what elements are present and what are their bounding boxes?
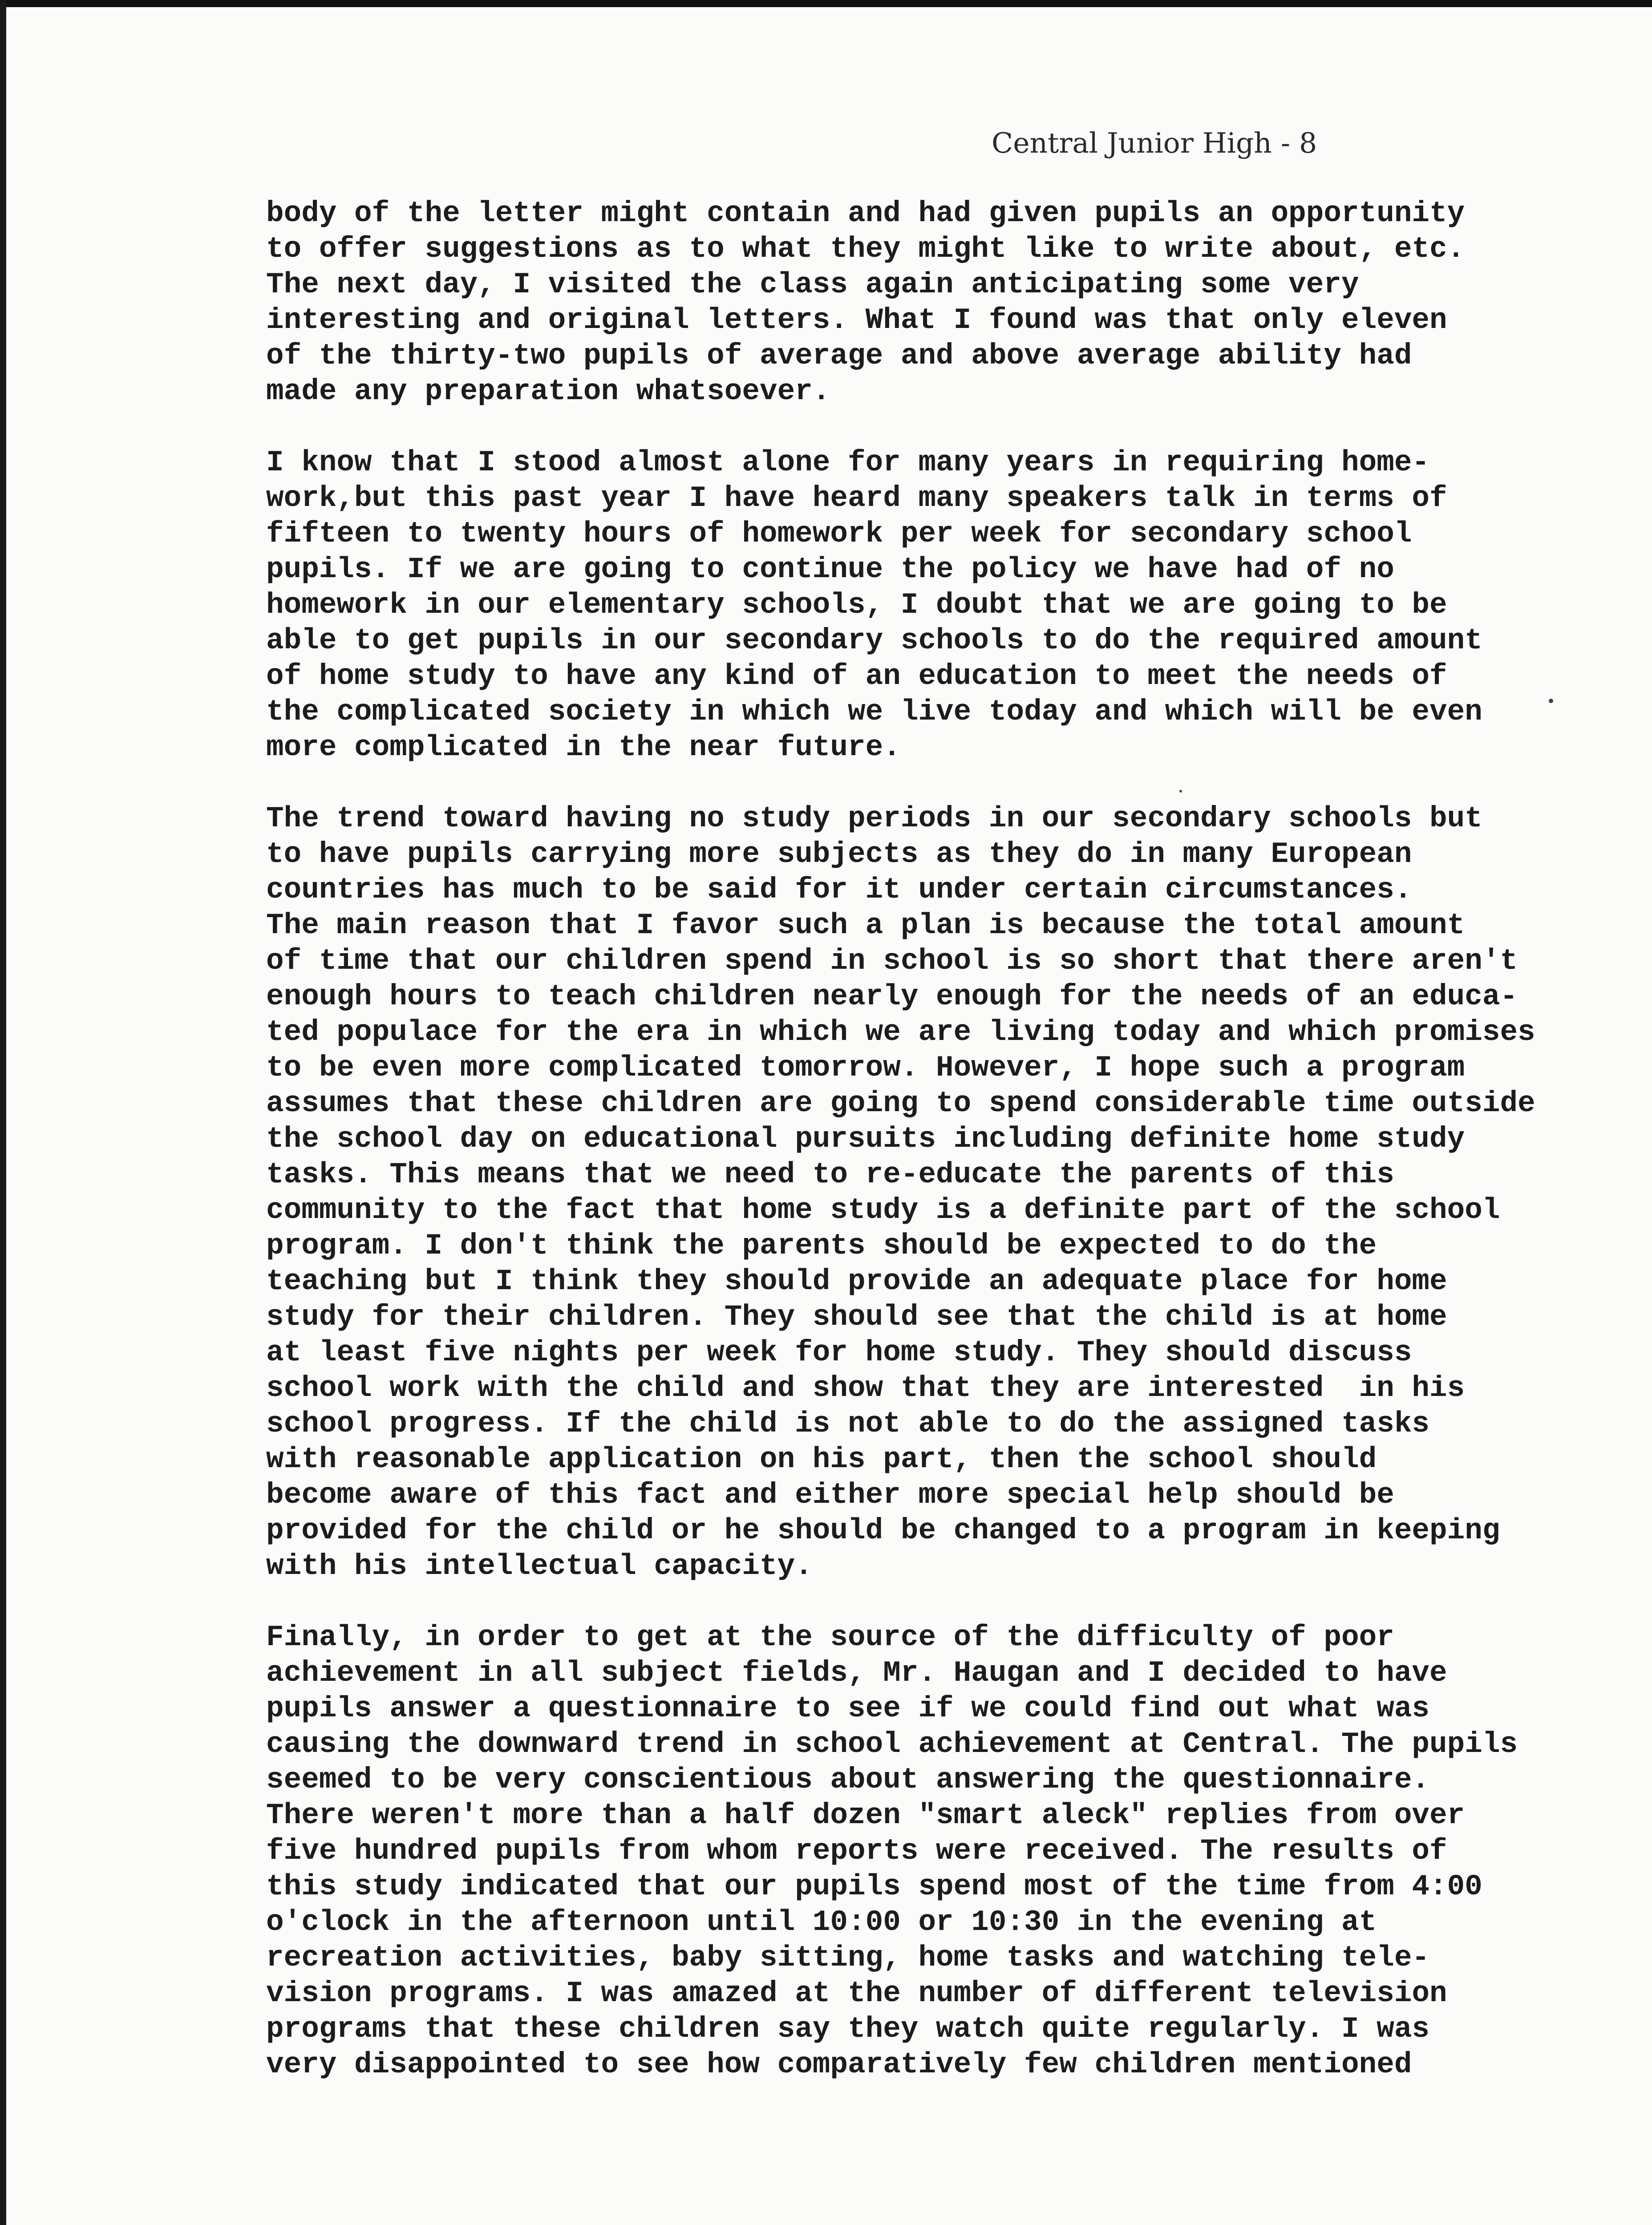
text-line: assumes that these children are going to spend considerable time outside: [266, 1087, 1535, 1120]
text-line: The trend toward having no study periods in our secondary schools but: [266, 802, 1482, 835]
text-line: countries has much to be said for it under certain circumstances.: [266, 873, 1412, 906]
text-line: fifteen to twenty hours of homework per week for secondary school: [266, 517, 1412, 550]
text-line: enough hours to teach children nearly enough for the needs of an educa-: [266, 980, 1518, 1013]
text-line: pupils. If we are going to continue the policy we have had of no: [266, 553, 1394, 586]
text-line: the complicated society in which we live today and which will be even: [266, 695, 1482, 728]
text-line: interesting and original letters. What I found was that only eleven: [266, 303, 1447, 337]
text-line: causing the downward trend in school achievement at Central. The pupils: [266, 1727, 1518, 1761]
text-line: five hundred pupils from whom reports were received. The results of: [266, 1834, 1447, 1868]
page-header: Central Junior High - 8: [992, 127, 1317, 159]
document-body: [266, 196, 1606, 2118]
scan-left-edge: [0, 0, 6, 2225]
text-line: to be even more complicated tomorrow. However, I hope such a program: [266, 1051, 1465, 1084]
text-line: of time that our children spend in school is so short that there aren't: [266, 944, 1518, 978]
text-line: programs that these children say they watch quite regularly. I was: [266, 2012, 1430, 2046]
text-line: of home study to have any kind of an education to meet the needs of: [266, 659, 1447, 693]
text-line: work,but this past year I have heard many speakers talk in terms of: [266, 481, 1447, 515]
paragraph: [266, 445, 1606, 765]
text-line: this study indicated that our pupils spend most of the time from 4:00: [266, 1870, 1482, 1903]
text-line: vision programs. I was amazed at the number of different television: [266, 1977, 1447, 2010]
text-line: There weren't more than a half dozen "smart aleck" replies from over: [266, 1799, 1465, 1832]
text-line: I know that I stood almost alone for many years in requiring home-: [266, 446, 1430, 479]
text-line: achievement in all subject fields, Mr. Haugan and I decided to have: [266, 1656, 1447, 1690]
text-line: body of the letter might contain and had given pupils an opportunity: [266, 197, 1465, 230]
text-line: Finally, in order to get at the source of the difficulty of poor: [266, 1621, 1394, 1654]
paragraph: [266, 1620, 1606, 2083]
text-line: ted populace for the era in which we are living today and which promises: [266, 1015, 1535, 1049]
text-line: pupils answer a questionnaire to see if we could find out what was: [266, 1692, 1430, 1725]
text-line: more complicated in the near future.: [266, 731, 901, 764]
scan-top-edge: [0, 0, 1652, 7]
text-line: with reasonable application on his part, then the school should: [266, 1443, 1377, 1476]
text-line: school work with the child and show that they are interested in his: [266, 1371, 1465, 1405]
text-line: o'clock in the afternoon until 10:00 or 10:30 in the evening at: [266, 1905, 1377, 1939]
text-line: with his intellectual capacity.: [266, 1549, 813, 1583]
text-line: to have pupils carrying more subjects as they do in many European: [266, 837, 1412, 871]
text-line: The next day, I visited the class again anticipating some very: [266, 268, 1359, 301]
text-line: community to the fact that home study is a definite part of the school: [266, 1193, 1500, 1227]
text-line: of the thirty-two pupils of average and above average ability had: [266, 339, 1412, 372]
paragraph: [266, 196, 1606, 409]
scan-speck: [1549, 699, 1553, 703]
text-line: homework in our elementary schools, I doubt that we are going to be: [266, 588, 1447, 622]
text-line: program. I don't think the parents should be expected to do the: [266, 1229, 1377, 1262]
text-line: teaching but I think they should provide an adequate place for home: [266, 1265, 1447, 1298]
text-line: to offer suggestions as to what they might like to write about, etc.: [266, 232, 1465, 266]
text-line: become aware of this fact and either more special help should be: [266, 1478, 1394, 1512]
text-line: study for their children. They should see that the child is at home: [266, 1300, 1447, 1334]
text-line: recreation activities, baby sitting, home tasks and watching tele-: [266, 1941, 1430, 1974]
scan-speck: [1179, 790, 1182, 793]
text-line: at least five nights per week for home study. They should discuss: [266, 1336, 1412, 1369]
text-line: very disappointed to see how comparatively few children mentioned: [266, 2048, 1412, 2081]
paragraph: [266, 801, 1606, 1584]
text-line: the school day on educational pursuits including definite home study: [266, 1122, 1465, 1156]
text-line: tasks. This means that we need to re-educate the parents of this: [266, 1158, 1394, 1191]
text-line: provided for the child or he should be changed to a program in keeping: [266, 1514, 1500, 1547]
text-line: school progress. If the child is not able to do the assigned tasks: [266, 1407, 1430, 1440]
text-line: able to get pupils in our secondary schools to do the required amount: [266, 624, 1482, 657]
text-line: seemed to be very conscientious about answering the questionnaire.: [266, 1763, 1430, 1796]
text-line: The main reason that I favor such a plan is because the total amount: [266, 909, 1465, 942]
text-line: made any preparation whatsoever.: [266, 375, 830, 408]
